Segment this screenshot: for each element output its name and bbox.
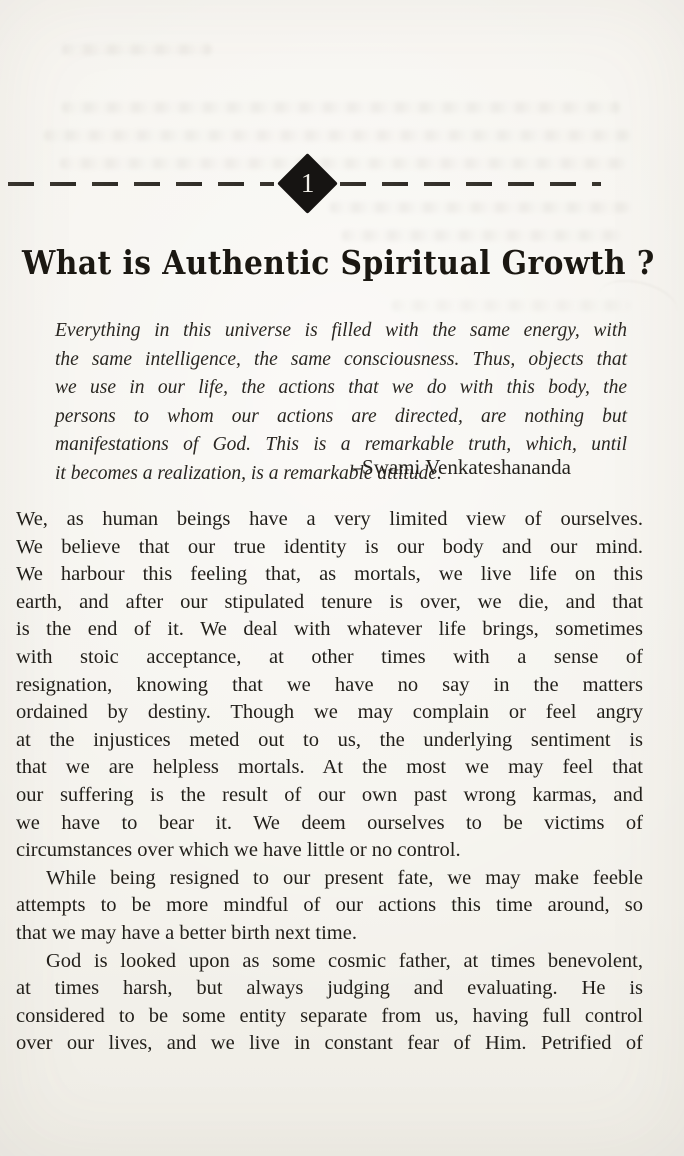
text-line: We harbour this feeling that, as mortals, we live life on this (16, 563, 643, 586)
text-line: While being resigned to our present fate, we may make feeble (46, 866, 643, 889)
text-line: that we may have a better birth next time. (16, 921, 357, 944)
text-line: earth, and after our stipulated tenure is over, we die, and that (16, 590, 643, 613)
text-line: God is looked upon as some cosmic father, at times benevolent, (46, 949, 643, 972)
bleedthrough-smudge (62, 102, 620, 113)
bleedthrough-smudge (330, 202, 630, 213)
text-line: we have to bear it. We deem ourselves to be victims of (16, 811, 643, 834)
epigraph-attribution: –Swami Venkateshananda (351, 455, 571, 479)
bleedthrough-smudge (392, 300, 630, 311)
text-line: that we are helpless mortals. At the most we may feel that (16, 756, 643, 779)
text-line: We, as human beings have a very limited view of ourselves. (16, 508, 643, 530)
divider-dash-left (8, 182, 274, 186)
text-line: at the injustices meted out to us, the underlying sentiment is (16, 728, 643, 751)
text-line: over our lives, and we live in constant fear of Him. Petrified of (16, 1032, 643, 1055)
body-text (16, 506, 643, 1058)
bleedthrough-smudge (44, 130, 630, 141)
body-paragraph (16, 865, 643, 948)
text-line: manifestations of God. This is a remarkable truth, which, until (55, 434, 627, 456)
chapter-title: What is Authentic Spiritual Growth ? (22, 243, 655, 282)
text-line: Everything in this universe is filled with the same energy, with (55, 320, 627, 341)
text-line: considered to be some entity separate from us, having full control (16, 1004, 643, 1027)
text-line: circumstances over which we have little or no control. (16, 839, 461, 862)
text-line: We believe that our true identity is our body and our mind. (16, 535, 643, 558)
text-line: ordained by destiny. Though we may complain or feel angry (16, 701, 643, 724)
text-line: with stoic acceptance, at other times with a sense of (16, 645, 643, 668)
divider-dash-right (340, 182, 601, 186)
body-paragraph (16, 948, 643, 1058)
bleedthrough-smudge (342, 230, 624, 241)
text-line: persons to whom our actions are directed, are nothing but (55, 405, 627, 427)
text-line: attempts to be more mindful of our actions this time around, so (16, 894, 643, 917)
body-paragraph (16, 506, 643, 865)
bleedthrough-smudge (60, 158, 626, 169)
text-line: it becomes a realization, is a remarkable attitude. (55, 462, 442, 484)
text-line: resignation, knowing that we have no say in the matters (16, 673, 643, 696)
text-line: our suffering is the result of our own past wrong karmas, and (16, 783, 643, 806)
text-line: we use in our life, the actions that we do with this body, the (55, 377, 627, 399)
text-line: the same intelligence, the same consciousness. Thus, objects that (55, 348, 627, 370)
chapter-number: 1 (300, 168, 315, 198)
text-line: at times harsh, but always judging and evaluating. He is (16, 977, 643, 1000)
text-line: is the end of it. We deal with whatever life brings, sometimes (16, 618, 643, 641)
bleedthrough-smudge (62, 44, 212, 55)
